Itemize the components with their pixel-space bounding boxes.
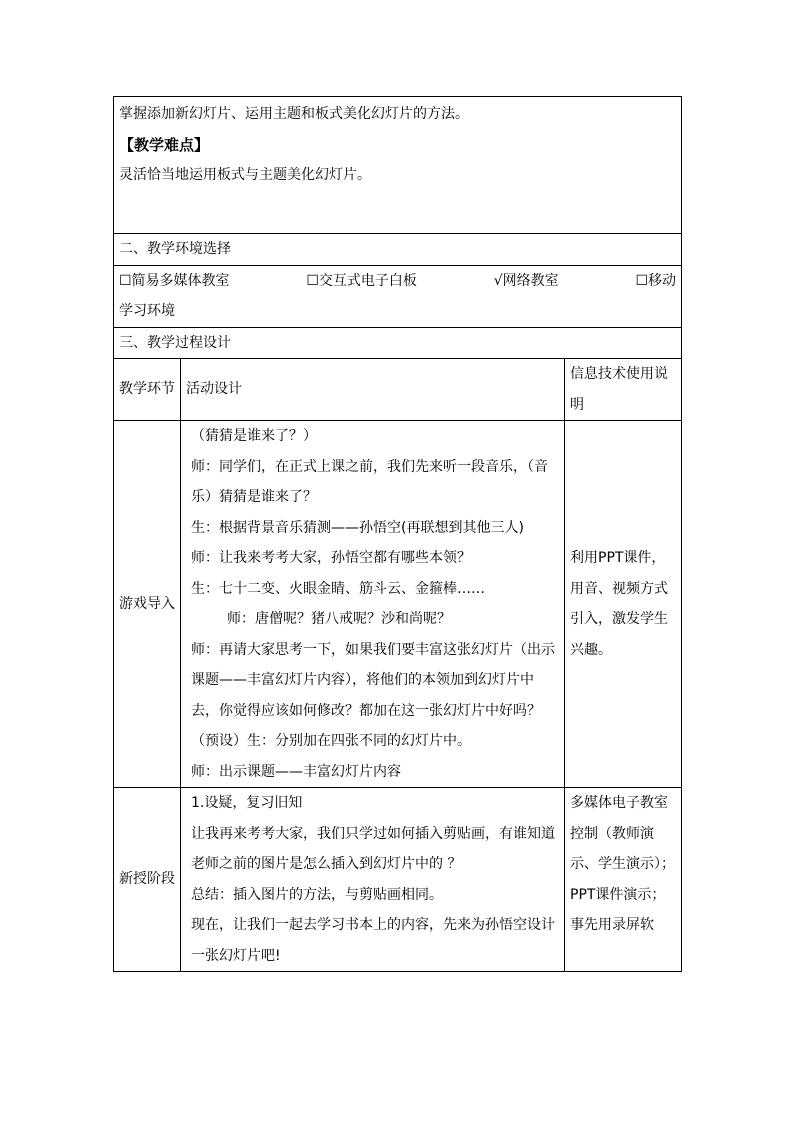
activity-line: 总结：插入图片的方法，与剪贴画相同。 <box>191 886 443 903</box>
header-activity: 活动设计 <box>181 359 565 421</box>
tech-cell: 利用PPT课件，用音、视频方式引入，激发学生兴趣。 <box>565 421 682 788</box>
activity-line: 现在，让我们一起去学习书本上的内容，先来为孙悟空设计一张幻灯片吧! <box>191 917 555 964</box>
lesson-plan-table <box>113 96 682 972</box>
activity-line: 师：出示课题——丰富幻灯片内容 <box>191 763 401 780</box>
activity-cell <box>181 421 565 788</box>
activity-line: 师：唐僧呢？猪八戒呢？沙和尚呢？ <box>227 611 451 627</box>
stage-cell: 游戏导入 <box>114 421 181 788</box>
difficulty-heading: 【教学难点】 <box>119 135 210 154</box>
activity-line: 让我再来考考大家，我们只学过如何插入剪贴画，有谁知道老师之前的图片是怎么插入到幻灯片中的 ？ <box>191 825 555 872</box>
activity-cell <box>181 788 565 972</box>
stage-cell: 新授阶段 <box>114 788 181 972</box>
activity-line: （预设）生：分别加在四张不同的幻灯片中。 <box>191 733 471 749</box>
table-row <box>114 788 682 972</box>
env-title: 二、教学环境选择 <box>114 234 682 266</box>
activity-line: 师：再请大家思考一下，如果我们要丰富这张幻灯片（出示课题——丰富幻灯片内容），将他们的本领加到幻灯片中去，你觉得应该如何修改？都加在这一张幻灯片中好吗？ <box>191 641 555 719</box>
env-option-simple-multimedia: ☐简易多媒体教室 <box>119 272 230 289</box>
env-options <box>119 266 676 297</box>
difficulty-text: 灵活恰当地运用板式与主题美化幻灯片。 <box>119 167 371 183</box>
key-points-row <box>114 97 682 234</box>
tech-cell: 多媒体电子教室控制（教师演示、学生演示）；PPT课件演示；事先用录屏软 <box>565 788 682 972</box>
header-stage: 教学环节 <box>114 359 181 421</box>
table-row <box>114 421 682 788</box>
env-title-row <box>114 234 682 266</box>
activity-line: （猜猜是谁来了？） <box>191 428 317 444</box>
key-points-cell <box>114 97 682 234</box>
env-option-tail: 学习环境 <box>119 303 175 319</box>
env-option-mobile: ☐移动 <box>635 272 676 289</box>
activity-line: 生：七十二变、火眼金睛、筋斗云、金箍棒…… <box>191 580 485 597</box>
process-title: 三、教学过程设计 <box>114 327 682 359</box>
table-header-row <box>114 359 682 421</box>
env-options-cell <box>114 265 682 327</box>
process-title-row <box>114 327 682 359</box>
header-tech: 信息技术使用说明 <box>565 359 682 421</box>
key-point-text: 掌握添加新幻灯片、运用主题和板式美化幻灯片的方法。 <box>119 106 469 122</box>
activity-line: 师：让我来考考大家，孙悟空都有哪些本领？ <box>191 550 471 566</box>
env-option-network-room: √网络教室 <box>493 272 559 289</box>
activity-line: 师：同学们，在正式上课之前，我们先来听一段音乐，（音乐）猜猜是谁来了？ <box>191 458 548 505</box>
activity-line: 1.设疑，复习旧知 <box>191 795 303 811</box>
env-option-whiteboard: ☐交互式电子白板 <box>306 272 417 289</box>
activity-line: 生：根据背景音乐猜测——孙悟空(再联想到其他三人) <box>191 519 524 536</box>
env-options-row <box>114 265 682 327</box>
